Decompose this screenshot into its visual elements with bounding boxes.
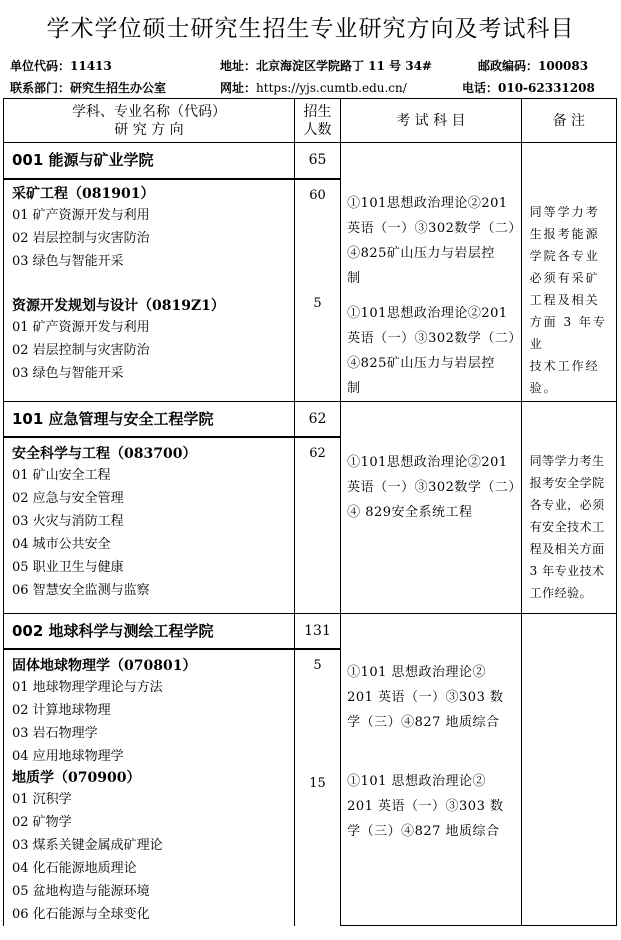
notes-line: 同等学力考	[529, 205, 600, 219]
subjects-line: ①101思想政治理论②201	[347, 196, 508, 211]
subjects-line: ①101思想政治理论②201	[347, 306, 508, 321]
page-title: 学术学位硕士研究生招生专业研究方向及考试科目	[46, 16, 575, 42]
subjects-line: ①101 思想政治理论②	[347, 773, 487, 789]
direction-item: 04 应用地球物理学	[12, 748, 124, 764]
college-count: 62	[294, 402, 340, 438]
major-count: 15	[294, 768, 340, 926]
major-name: 固体地球物理学（070801）	[12, 657, 197, 674]
header-count: 招生 人数	[294, 99, 340, 143]
direction-item: 02 应急与安全管理	[12, 491, 124, 506]
college-cell	[4, 143, 295, 179]
direction-item: 03 绿色与智能开采	[12, 366, 124, 382]
postcode: 邮政编码：100083	[478, 59, 589, 73]
notes-block	[522, 402, 616, 604]
college-notes-cell	[521, 613, 616, 926]
major-count: 5	[294, 649, 340, 768]
notes-line: 报考安全学院	[529, 476, 605, 490]
major-cell	[4, 649, 295, 768]
major-cell	[4, 288, 295, 401]
program-table	[3, 98, 617, 926]
direction-item: 01 地球物理学理论与方法	[12, 679, 163, 695]
subjects-line: 英语（一）③302数学（二）	[347, 221, 522, 236]
direction-item: 03 岩石物理学	[12, 725, 98, 741]
direction-item: 02 岩层控制与灾害防治	[12, 230, 150, 246]
college-name: 101 应急管理与安全工程学院	[12, 410, 214, 428]
college-notes-cell	[521, 143, 616, 402]
notes-line: 各专业，必须	[529, 498, 605, 512]
subjects-line: 制	[347, 271, 361, 286]
major-cell	[4, 437, 295, 613]
notes-line: 3 年专业技术	[529, 564, 605, 578]
college-subjects-cell	[341, 402, 522, 614]
major-count: 60	[294, 179, 340, 288]
direction-item: 01 矿产资源开发与利用	[12, 320, 150, 336]
contact-dept: 联系部门：研究生招生办公室	[10, 81, 167, 95]
subjects-line: 制	[347, 381, 361, 396]
major-name: 资源开发规划与设计（0819Z1）	[12, 298, 225, 315]
direction-item: 05 职业卫生与健康	[12, 560, 124, 575]
header-subjects: 考 试 科 目	[341, 99, 522, 143]
subjects-line: ①101思想政治理论②201	[347, 455, 508, 470]
direction-item: 02 矿物学	[12, 814, 72, 830]
subjects-line: 201 英语（一）③303 数	[347, 689, 504, 705]
notes-line: 工程及相关	[529, 293, 600, 307]
subjects-block	[341, 769, 521, 844]
notes-line: 学院各专业	[529, 249, 600, 263]
direction-item: 03 绿色与智能开采	[12, 253, 124, 269]
address: 地址：北京海淀区学院路丁 11 号 34#	[220, 59, 432, 73]
subjects-line: 学（三）④827 地质综合	[347, 823, 500, 839]
direction-item: 01 沉积学	[12, 791, 72, 807]
subjects-block	[341, 143, 521, 291]
website-link[interactable]: https://yjs.cumtb.edu.cn/	[256, 81, 407, 95]
direction-item: 04 城市公共安全	[12, 537, 111, 552]
direction-item: 04 化石能源地质理论	[12, 860, 137, 876]
notes-line: 必须有采矿	[529, 271, 600, 285]
subjects-line: 英语（一）③302数学（二）	[347, 331, 522, 346]
subjects-block	[341, 402, 521, 525]
notes-line: 技术工作经	[529, 359, 600, 373]
notes-block	[522, 143, 616, 399]
direction-item: 01 矿产资源开发与利用	[12, 207, 150, 223]
subjects-line: ④ 829安全系统工程	[347, 505, 473, 520]
college-row	[4, 613, 617, 649]
direction-item: 02 岩层控制与灾害防治	[12, 343, 150, 359]
notes-line: 方面 3 年专业	[529, 315, 607, 351]
college-subjects-cell	[341, 143, 522, 402]
notes-line: 有安全技术工	[529, 520, 605, 534]
college-cell	[4, 613, 295, 649]
direction-item: 01 矿山安全工程	[12, 468, 111, 483]
direction-item: 06 化石能源与全球变化	[12, 906, 150, 922]
subjects-line: ④825矿山压力与岩层控	[347, 356, 495, 371]
direction-item: 03 煤系关键金属成矿理论	[12, 837, 163, 853]
subjects-line: 201 英语（一）③303 数	[347, 798, 504, 814]
table-header	[4, 99, 617, 143]
college-notes-cell	[521, 402, 616, 614]
subjects-block	[341, 614, 521, 735]
major-name: 地质学（070900）	[12, 769, 141, 786]
subjects-line: 英语（一）③302数学（二）	[347, 480, 522, 495]
website-label: 网址：	[220, 81, 257, 95]
notes-line: 程及相关方面	[529, 542, 605, 556]
website-row	[220, 79, 407, 96]
college-subjects-cell	[341, 613, 522, 926]
direction-item: 02 计算地球物理	[12, 702, 111, 718]
college-row	[4, 402, 617, 438]
notes-line: 同等学力考生	[529, 454, 605, 468]
major-count: 5	[294, 288, 340, 401]
college-name: 001 能源与矿业学院	[12, 151, 154, 169]
major-name: 安全科学与工程（083700）	[12, 446, 197, 462]
major-cell	[4, 768, 295, 926]
major-cell	[4, 179, 295, 288]
college-name: 002 地球科学与测绘工程学院	[12, 621, 214, 640]
direction-item: 05 盆地构造与能源环境	[12, 883, 150, 899]
notes-line: 生报考能源	[529, 227, 600, 241]
direction-item: 06 智慧安全监测与监察	[12, 583, 150, 598]
college-count: 131	[294, 613, 340, 649]
major-name: 采矿工程（081901）	[12, 185, 155, 202]
subjects-block	[341, 301, 521, 401]
notes-line: 验。	[529, 381, 558, 395]
subjects-line: 学（三）④827 地质综合	[347, 714, 500, 730]
college-count: 65	[294, 143, 340, 179]
header-notes: 备 注	[521, 99, 616, 143]
notes-line: 工作经验。	[529, 586, 593, 600]
direction-item: 03 火灾与消防工程	[12, 514, 124, 529]
header-major: 学科、专业名称（代码） 研 究 方 向	[4, 99, 295, 143]
subjects-line: ④825矿山压力与岩层控	[347, 246, 495, 261]
major-count: 62	[294, 437, 340, 613]
phone: 电话：010-62331208	[462, 81, 595, 95]
college-row	[4, 143, 617, 179]
unit-code: 单位代码：11413	[10, 59, 112, 73]
subjects-line: ①101 思想政治理论②	[347, 664, 487, 680]
college-cell	[4, 402, 295, 438]
